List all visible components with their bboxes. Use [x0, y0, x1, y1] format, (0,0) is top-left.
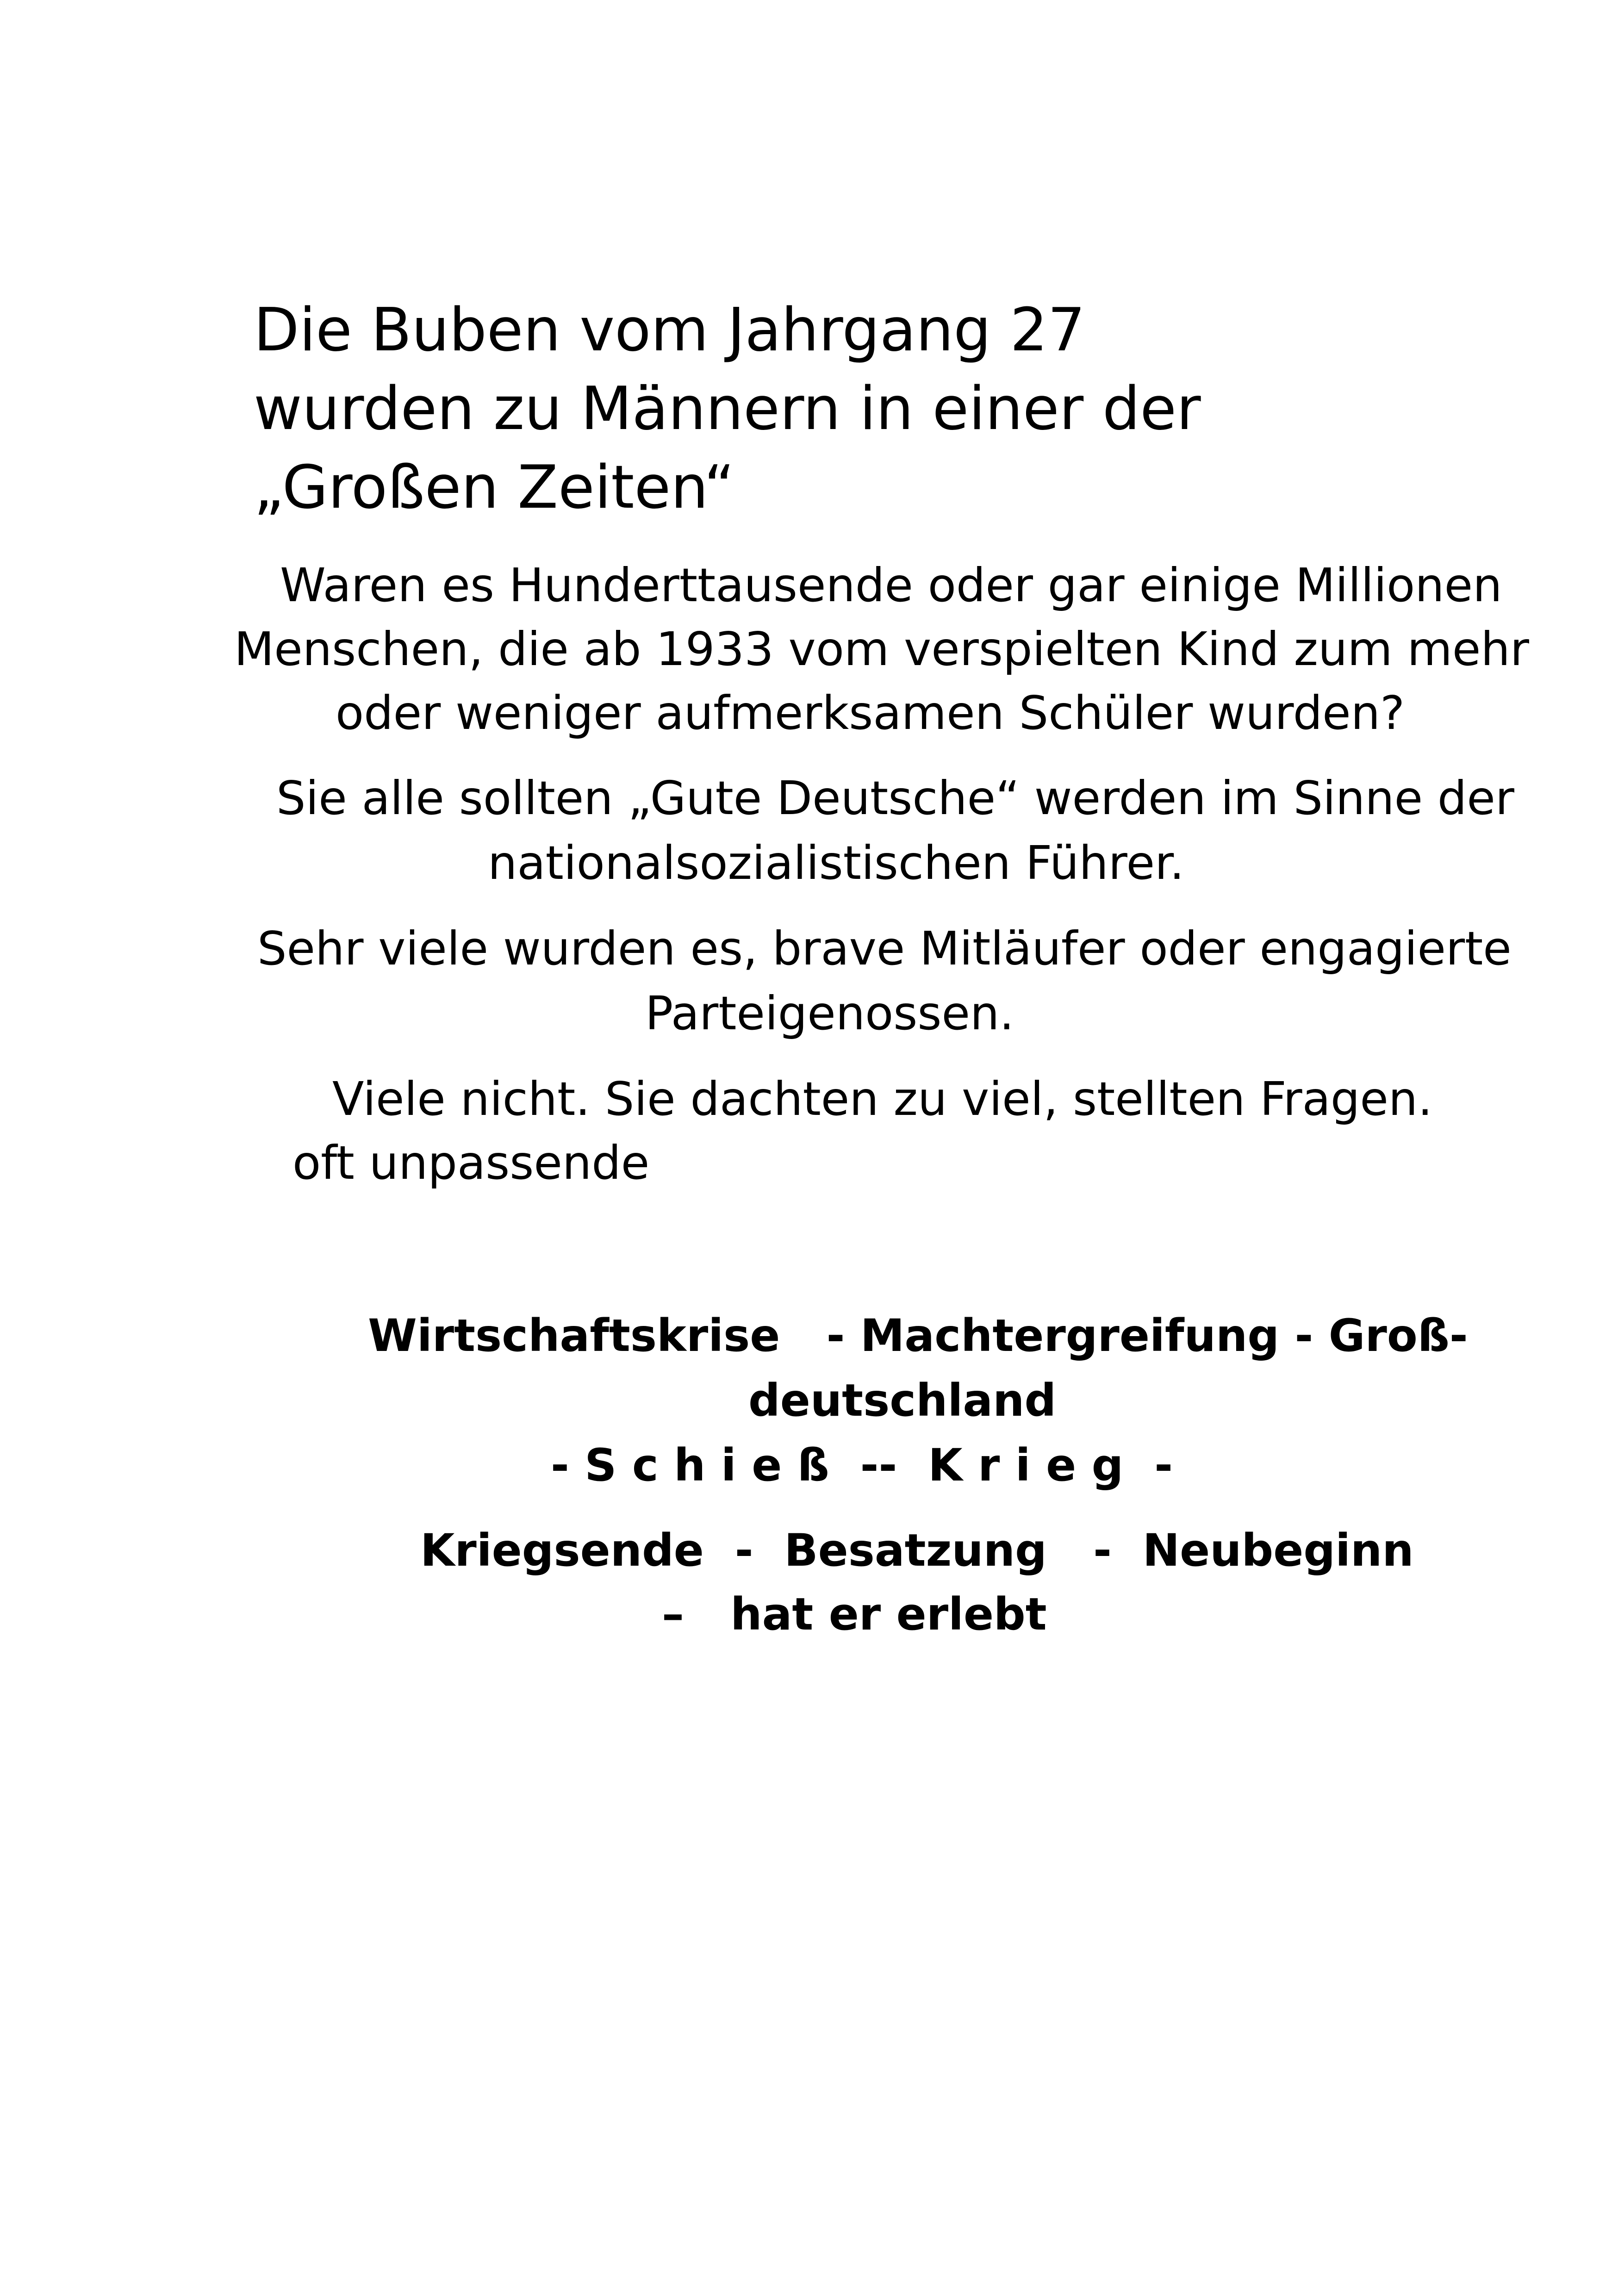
paragraph-1-line-1: Waren es Hunderttausende oder gar einige Millionen	[280, 558, 1502, 612]
keywords-line-3: - S c h i e ß -- K r i e g -	[551, 1439, 1173, 1491]
keywords-line-2: deutschland	[748, 1375, 1057, 1426]
keywords-line-4: Kriegsende - Besatzung - Neubeginn	[420, 1524, 1414, 1576]
paragraph-2-line-1: Sie alle sollten „Gute Deutsche“ werden im Sinne der	[276, 771, 1515, 825]
paragraph-4-line-2: oft unpassende	[292, 1136, 650, 1190]
title-line-2: wurden zu Männern in einer der	[254, 374, 1201, 443]
keywords-line-5: – hat er erlebt	[662, 1588, 1047, 1640]
paragraph-3-line-1: Sehr viele wurden es, brave Mitläufer oder engagierte	[257, 921, 1512, 976]
paragraph-1-line-2: Menschen, die ab 1933 vom verspielten Kind zum mehr	[234, 622, 1529, 676]
title-line-3: „Großen Zeiten“	[254, 453, 735, 522]
keywords-line-1: Wirtschaftskrise - Machtergreifung - Groß-	[368, 1310, 1468, 1362]
paragraph-3-line-2: Parteigenossen.	[645, 986, 1014, 1040]
paragraph-4-line-1: Viele nicht. Sie dachten zu viel, stellten Fragen.	[332, 1072, 1433, 1126]
paragraph-1-line-3: oder weniger aufmerksamen Schüler wurden?	[336, 686, 1405, 740]
paragraph-2-line-2: nationalsozialistischen Führer.	[488, 836, 1184, 890]
title-line-1: Die Buben vom Jahrgang 27	[254, 296, 1086, 365]
